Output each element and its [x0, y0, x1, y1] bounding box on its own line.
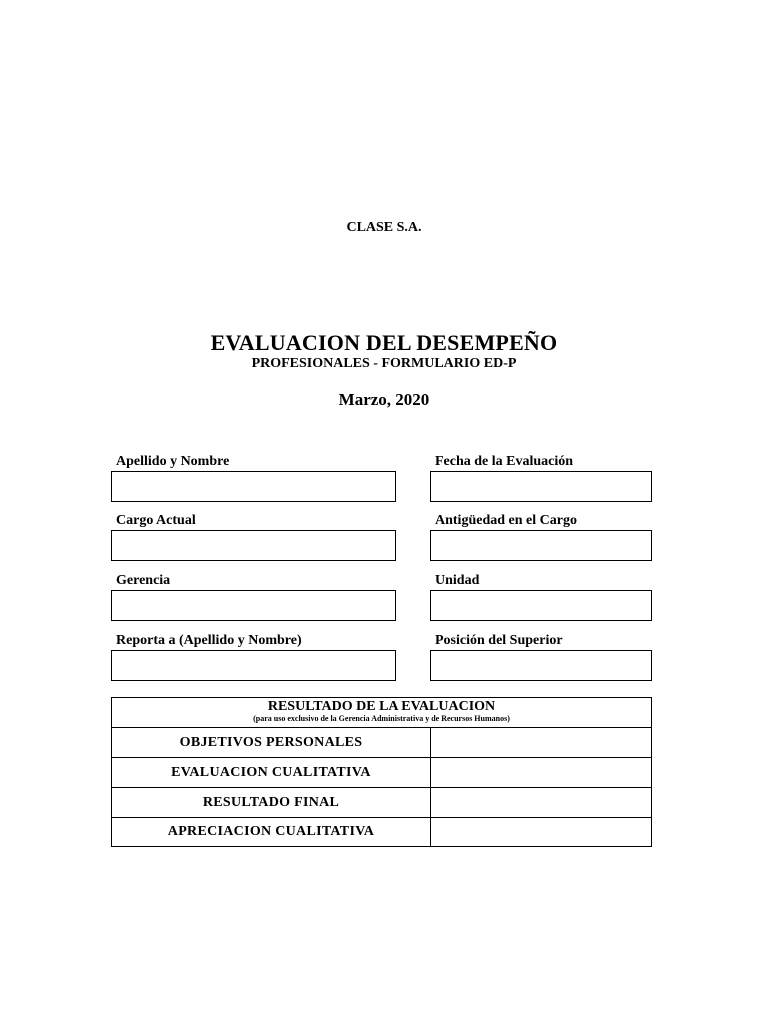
- result-row-resultado-final: [112, 788, 651, 818]
- result-row-objetivos: [112, 728, 651, 758]
- unidad-label: Unidad: [435, 573, 480, 588]
- gerencia-label: Gerencia: [116, 573, 171, 588]
- result-value-evaluacion[interactable]: [431, 758, 651, 787]
- cargo-actual-field[interactable]: [111, 530, 396, 561]
- result-value-objetivos[interactable]: [431, 728, 651, 757]
- result-value-resultado-final[interactable]: [431, 788, 651, 817]
- result-label-resultado-final: RESULTADO FINAL: [112, 788, 431, 817]
- gerencia-field[interactable]: [111, 590, 396, 621]
- reporta-a-field[interactable]: [111, 650, 396, 681]
- results-header: [112, 698, 651, 728]
- result-value-apreciacion[interactable]: [431, 818, 651, 846]
- apellido-nombre-field[interactable]: [111, 471, 396, 502]
- results-table: [111, 697, 652, 847]
- antiguedad-cargo-label: Antigüedad en el Cargo: [435, 513, 577, 528]
- fecha-evaluacion-field[interactable]: [430, 471, 652, 502]
- result-row-evaluacion: [112, 758, 651, 788]
- result-row-apreciacion: [112, 818, 651, 846]
- result-label-apreciacion: APRECIACION CUALITATIVA: [112, 818, 431, 846]
- antiguedad-cargo-field[interactable]: [430, 530, 652, 561]
- result-label-objetivos: OBJETIVOS PERSONALES: [112, 728, 431, 757]
- document-date: Marzo, 2020: [338, 390, 430, 409]
- reporta-a-label: Reporta a (Apellido y Nombre): [116, 633, 302, 648]
- posicion-superior-field[interactable]: [430, 650, 652, 681]
- document-subtitle: PROFESIONALES - FORMULARIO ED-P: [251, 356, 517, 371]
- fecha-evaluacion-label: Fecha de la Evaluación: [435, 454, 574, 469]
- unidad-field[interactable]: [430, 590, 652, 621]
- document-title: EVALUACION DEL DESEMPEÑO: [210, 330, 558, 355]
- result-label-evaluacion: EVALUACION CUALITATIVA: [112, 758, 431, 787]
- results-note: (para uso exclusivo de la Gerencia Administrativa y de Recursos Humanos): [253, 714, 510, 723]
- posicion-superior-label: Posición del Superior: [435, 633, 563, 648]
- company-name: CLASE S.A.: [346, 220, 422, 235]
- cargo-actual-label: Cargo Actual: [116, 513, 196, 528]
- results-title: RESULTADO DE LA EVALUACION: [267, 699, 496, 714]
- apellido-nombre-label: Apellido y Nombre: [116, 454, 230, 469]
